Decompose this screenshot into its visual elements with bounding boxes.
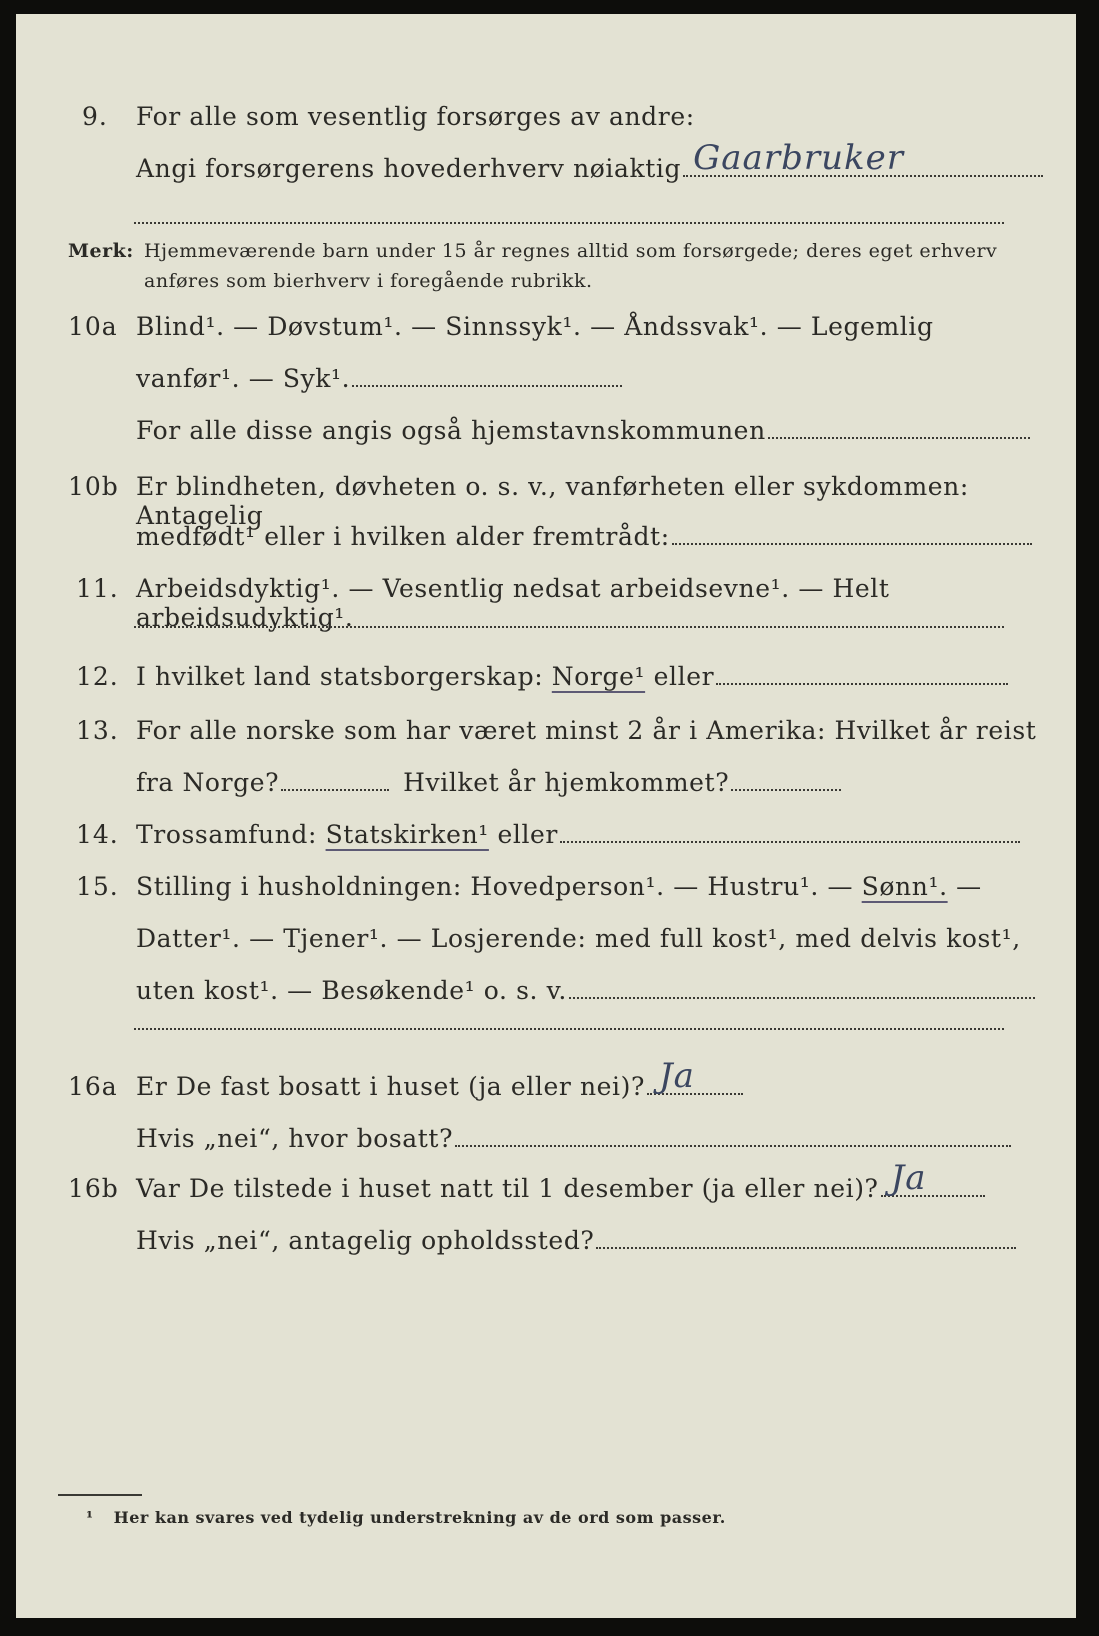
q14-trossamfund-field[interactable] [560,840,1020,843]
q12-label: I hvilket land statsborgerskap: [136,662,544,691]
q10b-number: 10b [68,472,119,501]
q15-number: 15. [76,872,119,901]
q10a-line2-label: vanfør¹. — Syk¹. [136,364,351,393]
q10b-line1: Er blindheten, døvheten o. s. v., vanførheten eller sykdommen: Antagelig [136,472,969,530]
q13-line2 [136,768,841,797]
q14-number: 14. [76,820,119,849]
q9-answer-field[interactable] [683,138,1043,178]
q10b-line2-label: medfødt¹ eller i hvilken alder fremtrådt: [136,522,670,551]
q10a-hjemstavn-field[interactable] [768,436,1030,439]
q12-norge-option[interactable]: Norge¹ [551,662,646,691]
q10b-line2 [136,522,1032,551]
q16b-opholdssted-field[interactable] [596,1246,1016,1249]
census-form-page [16,14,1076,1618]
q16a-line1 [136,1056,743,1101]
merk-line2: anføres som bierhverv i foregående rubrikk. [144,270,593,292]
merk-line1: Hjemmeværende barn under 15 år regnes alltid som forsørgede; deres eget erhverv [144,240,998,262]
footnote-rule [58,1494,142,1496]
q15-stilling-field[interactable] [569,996,1035,999]
q10a-line2 [136,364,622,393]
q15-sonn-option[interactable]: Sønn¹. [861,872,948,901]
q12-land-field[interactable] [716,682,1008,685]
q13-reist-label: fra Norge? [136,768,280,797]
q15-line3-label: uten kost¹. — Besøkende¹ o. s. v. [136,976,567,1005]
q16b-number: 16b [68,1174,119,1203]
q15-line1-text: Stilling i husholdningen: Hovedperson¹. — Hustru¹. — [136,872,854,901]
q15-line1 [136,872,982,901]
q16b-opholdssted-label: Hvis „nei“, antagelig opholdssted? [136,1226,595,1255]
q9-answer: Gaarbruker [693,138,904,178]
q16a-number: 16a [68,1072,118,1101]
q13-hjemkommet-field[interactable] [731,788,841,791]
q13-reist-field[interactable] [281,788,389,791]
q12-number: 12. [76,662,119,691]
q14-label: Trossamfund: [136,820,318,849]
q16b-label: Var De tilstede i huset natt til 1 desember (ja eller nei)? [136,1174,879,1203]
q11-line1: Arbeidsdyktig¹. — Vesentlig nedsat arbeidsevne¹. — Helt arbeidsudyktig¹. [136,574,890,632]
q9-line1: For alle som vesentlig forsørges av andre: [136,102,695,131]
q10b-alder-field[interactable] [672,542,1032,545]
q16b-answer: Ja [890,1158,927,1198]
q9-number: 9. [82,102,108,131]
q16a-answer: Ja [659,1056,695,1096]
q15-blank-line [134,1028,1004,1030]
q13-number: 13. [76,716,119,745]
q13-line1: For alle norske som har været minst 2 år i Amerika: Hvilket år reist [136,716,1037,745]
q9-line2-label: Angi forsørgerens hovederhverv nøiaktig [136,154,682,183]
q13-hjemkommet-label: Hvilket år hjemkommet? [403,768,730,797]
q10a-line3-label: For alle disse angis også hjemstavnskommunen [136,416,766,445]
q9-blank-line [134,222,1004,224]
q15-line3 [136,976,1035,1005]
q16b-answer-field[interactable] [881,1158,985,1198]
q16a-bosatt-field[interactable] [455,1144,1011,1147]
q10a-line1: Blind¹. — Døvstum¹. — Sinnssyk¹. — Åndssvak¹. — Legemlig [136,312,934,341]
q10a-syk-field[interactable] [352,384,622,387]
q14-statskirken-option[interactable]: Statskirken¹ [325,820,489,849]
q12-eller: eller [653,662,715,691]
q9-line2 [136,138,1043,183]
footnote [86,1508,726,1527]
merk-label: Merk: [68,240,134,262]
q14-line1 [136,820,1020,849]
q16b-line2 [136,1226,1016,1255]
footnote-mark: ¹ [86,1508,94,1527]
q16a-label: Er De fast bosatt i huset (ja eller nei)? [136,1072,645,1101]
q16a-line2 [136,1124,1011,1153]
q10a-number: 10a [68,312,118,341]
q14-eller: eller [497,820,558,849]
q11-blank-line [134,626,1004,628]
q16b-line1 [136,1158,985,1203]
q11-number: 11. [76,574,119,603]
q16a-bosatt-label: Hvis „nei“, hvor bosatt? [136,1124,454,1153]
q10a-line3 [136,416,1030,445]
q15-line2: Datter¹. — Tjener¹. — Losjerende: med full kost¹, med delvis kost¹, [136,924,1021,953]
q15-line1-dash: — [956,872,982,901]
q16a-answer-field[interactable] [647,1056,743,1096]
q12-line1 [136,662,1008,691]
footnote-text: Her kan svares ved tydelig understrekning av de ord som passer. [113,1508,726,1527]
